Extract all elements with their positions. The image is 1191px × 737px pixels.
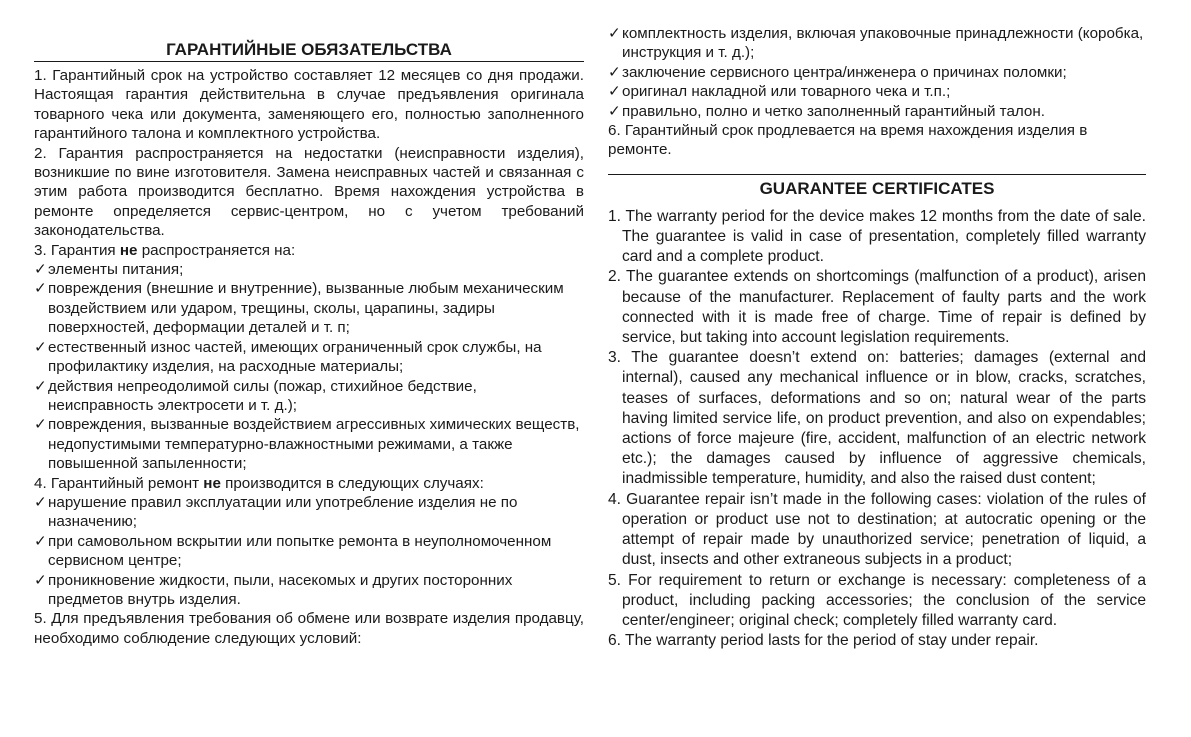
ru-p4-item: ✓нарушение правил эксплуатации или употребление изделия не по назначению; xyxy=(34,493,518,531)
checkmark-icon: ✓ xyxy=(608,83,621,101)
ru-title: ГАРАНТИЙНЫЕ ОБЯЗАТЕЛЬСТВА xyxy=(34,40,584,62)
checkmark-icon: ✓ xyxy=(34,416,47,434)
ru-p3-item: ✓элементы питания; xyxy=(34,261,184,279)
ru-paragraph-6: 6. Гарантийный срок продлевается на время нахождения изделия в ремонте. xyxy=(608,122,1088,159)
ru-paragraph-1: 1. Гарантийный срок на устройство составляет 12 месяцев со дня продажи. Настоящая гарантия действительна в случае предъявления оригинала товарного чека или документа, заменяющего его, полностью заполненного гарантийного талона и комплектного устройства. xyxy=(34,67,584,143)
en-title: GUARANTEE CERTIFICATES xyxy=(608,174,1146,199)
en-item-5: 5. For requirement to return or exchange is necessary: completeness of a product, including packing accessories; the conclusion of the service center/engineer; original check; completely filled warranty card. xyxy=(608,571,1146,629)
en-item-4: 4. Guarantee repair isn’t made in the following cases: violation of the rules of operation or product use not to destination; at autocratic opening or the attempt of repair made by unauthorized service; penetration of liquid, a dust, insects and other extraneous subjects in a product; xyxy=(608,490,1146,569)
en-item-6: 6. The warranty period lasts for the period of stay under repair. xyxy=(608,632,1039,650)
ru-p4-item: ✓при самовольном вскрытии или попытке ремонта в неуполномоченном сервисном центре; xyxy=(34,532,552,570)
ru-p5-item: ✓заключение сервисного центра/инженера о причинах поломки; xyxy=(608,63,1067,81)
ru-paragraph-3-heading: 3. Гарантия не распространяется на: xyxy=(34,241,296,259)
checkmark-icon: ✓ xyxy=(608,25,621,42)
checkmark-icon: ✓ xyxy=(34,571,47,589)
ru-p3-item: ✓повреждения, вызванные воздействием агрессивных химических веществ, недопустимыми температурно-влажностными режимами, а также повышенной запыленности; xyxy=(34,416,580,473)
russian-column xyxy=(34,40,584,648)
checkmark-icon: ✓ xyxy=(608,102,621,120)
ru-paragraph-2: 2. Гарантия распространяется на недостатки (неисправности изделия), возникшие по вине изготовителя. Замена неисправных частей и связанная с этим работа производится бесплатно. Время нахождения устройства в ремонте определяется сервис-центром, но с учетом требований законодательства. xyxy=(34,144,584,240)
ru-p4-item: ✓проникновение жидкости, пыли, насекомых и других посторонних предметов внутрь изделия. xyxy=(34,571,513,608)
checkmark-icon: ✓ xyxy=(608,63,621,81)
checkmark-icon: ✓ xyxy=(34,280,47,298)
ru-p3-item: ✓повреждения (внешние и внутренние), вызванные любым механическим воздействием или ударом, трещины, сколы, царапины, задиры поверхностей, деформации деталей и т. п; xyxy=(34,280,564,337)
ru-p5-item: ✓комплектность изделия, включая упаковочные принадлежности (коробка, инструкция и т. д.); xyxy=(608,25,1144,62)
ru-paragraph-5: 5. Для предъявления требования об обмене или возврате изделия продавцу, необходимо соблюдение следующих условий: xyxy=(34,610,584,647)
checkmark-icon: ✓ xyxy=(34,532,47,550)
ru-p3-item: ✓действия непреодолимой силы (пожар, стихийное бедствие, неисправность электросети и т. д.); xyxy=(34,377,477,414)
checkmark-icon: ✓ xyxy=(34,338,47,356)
checkmark-icon: ✓ xyxy=(34,493,47,511)
en-item-3: 3. The guarantee doesn’t extend on: batteries; damages (external and internal), caused any mechanical influence or in blow, cracks, scratches, teases of surfaces, deformations and so on; natural wear of the parts having limited service life, on product prevention, and also on expendables; actions of force majeure (fire, accident, malfunction of an electric network etc.); the damages caused by influence of aggressive chemicals, inadmissible temperature, humidity, and also the raised dust content; xyxy=(608,349,1146,488)
ru-paragraph-4-heading: 4. Гарантийный ремонт не производится в следующих случаях: xyxy=(34,474,484,492)
ru-p5-item: ✓правильно, полно и четко заполненный гарантийный талон. xyxy=(608,102,1045,120)
checkmark-icon: ✓ xyxy=(34,261,47,279)
en-item-2: 2. The guarantee extends on shortcomings (malfunction of a product), arisen because of the manufacturer. Replacement of faulty parts and the work connected with it is made free of charge. Time of repair is defined by service, but taking into account legislation requirements. xyxy=(608,268,1146,347)
checkmark-icon: ✓ xyxy=(34,377,47,395)
ru-p3-item: ✓естественный износ частей, имеющих ограниченный срок службы, на профилактику изделия, на расходные материалы; xyxy=(34,338,542,376)
en-item-1: 1. The warranty period for the device makes 12 months from the date of sale. The guarantee is valid in case of presentation, completely filled warranty card and a complete product. xyxy=(608,207,1146,266)
ru-p5-item: ✓оригинал накладной или товарного чека и т.п.; xyxy=(608,83,951,101)
